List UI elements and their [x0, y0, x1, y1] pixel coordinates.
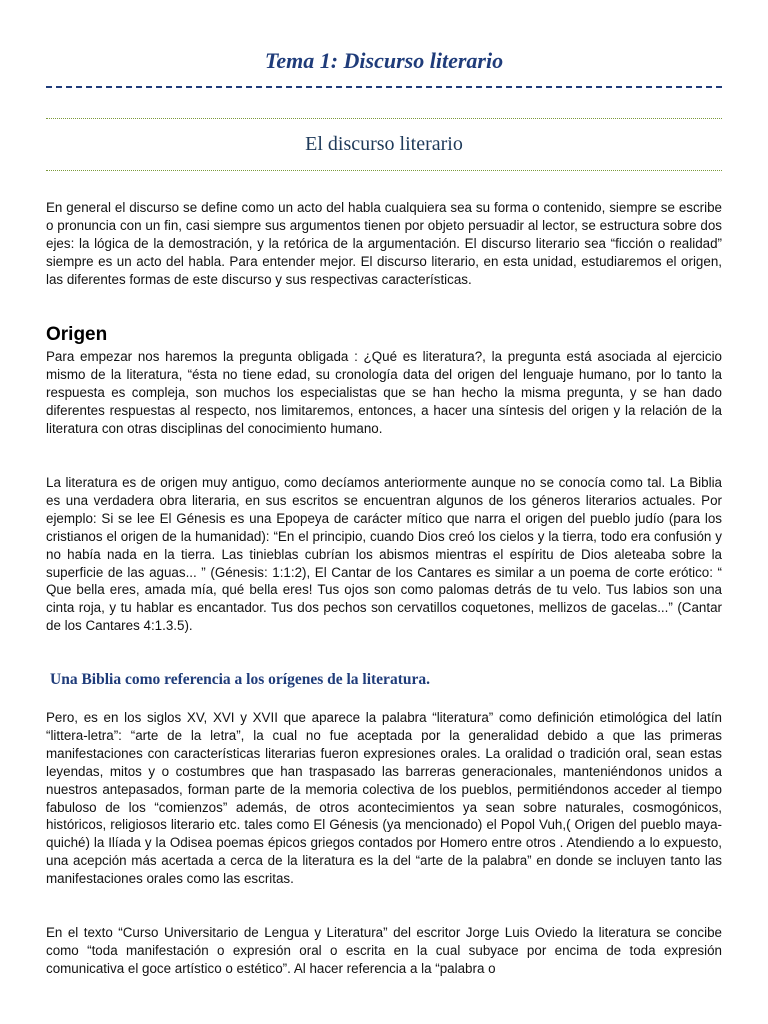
title-dashed-rule [46, 86, 722, 88]
figure-caption: Una Biblia como referencia a los orígenes de la literatura. [50, 671, 430, 688]
section-subtitle: El discurso literario [305, 133, 463, 155]
origen-paragraph-2: La literatura es de origen muy antiguo, como decíamos anteriormente aunque no se conocía como tal. La Biblia es una verdadera obra literaria, en sus escritos se encuentran algunos de los géneros literarios actuales. Por ejemplo: Si se lee El Génesis es una Epopeya de carácter mítico que narra el origen del pueblo judío (para los cristianos el origen de la humanidad): “En el principio, cuando Dios creó los cielos y la tierra, todo era confusión y no había nada en la tierra. Las tinieblas cubrían los abismos mientras el espíritu de Dios aleteaba sobre la superficie de las aguas... ” (Génesis: 1:1:2), El Cantar de los Cantares es similar a un poema de corte erótico: “ Que bella eres, amada mía, qué bella eres! Tus ojos son como palomas detrás de tu velo. Tus labios son una cinta roja, y tu hablar es encantador. Tus dos pechos son cervatillos coquetones, mellizos de gacelas...” (Cantar de los Cantares 4:1.3.5). [46, 475, 722, 634]
intro-paragraph: En general el discurso se define como un acto del habla cualquiera sea su forma o contenido, siempre se escribe o pronuncia con un fin, casi siempre sus argumentos tienen por objeto persuadir al lector, se estructura sobre dos ejes: la lógica de la demostración, y la retórica de la argumentación. El discurso literario sea “ficción o realidad” siempre es un acto del habla. Para entender mejor. El discurso literario, en esta unidad, estudiaremos el origen, las diferentes formas de este discurso y sus respectivas características. [46, 200, 722, 287]
subtitle-bottom-rule [46, 170, 722, 171]
origen-paragraph-1: Para empezar nos haremos la pregunta obligada : ¿Qué es literatura?, la pregunta está asociada al ejercicio mismo de la literatura, “ésta no tiene edad, su cronología data del origen del lenguaje humano, por lo tanto la respuesta es compleja, son muchos los especialistas que se han hecho la misma pregunta, y se han dado diferentes respuestas al respecto, nos limitaremos, entonces, a hacer una síntesis del origen y la relación de la literatura con otras disciplinas del conocimiento humano. [46, 349, 722, 436]
subtitle-top-rule [46, 118, 722, 119]
origen-paragraph-3: Pero, es en los siglos XV, XVI y XVII que aparece la palabra “literatura” como definición etimológica del latín “littera-letra”: “arte de la letra”, la cual no fue aceptada por la generalidad debido a que las primeras manifestaciones con características literarias fueron expresiones orales. La oralidad o tradición oral, sean estas leyendas, mitos y o costumbres que han traspasado las barreras generacionales, manteniéndonos unidos a nuestros antepasados, forman parte de la memoria colectiva de los pueblos, permitiéndonos acceder al tiempo fabuloso de los “comienzos” además, de otros acontecimientos ya sean sobre naturales, cosmogónicos, históricos, religiosos literario etc. tales como El Génesis (ya mencionado) el Popol Vuh,( Origen del pueblo maya-quiché) la Ilíada y la Odisea poemas épicos griegos contados por Homero entre otros . Atendiendo a lo expuesto, una acepción más acertada a cerca de la literatura es la del “arte de la palabra” en donde se incluyen tanto las manifestaciones orales como las escritas. [46, 710, 722, 887]
origen-paragraph-4: En el texto “Curso Universitario de Lengua y Literatura” del escritor Jorge Luis Oviedo la literatura se concibe como “toda manifestación o expresión oral o escrita en la cual subyace por encima de toda expresión comunicativa el goce artístico o estético”. Al hacer referencia a la “palabra o [46, 925, 722, 976]
document-title: Tema 1: Discurso literario [264, 48, 504, 73]
section-heading-origen: Origen [46, 324, 108, 345]
